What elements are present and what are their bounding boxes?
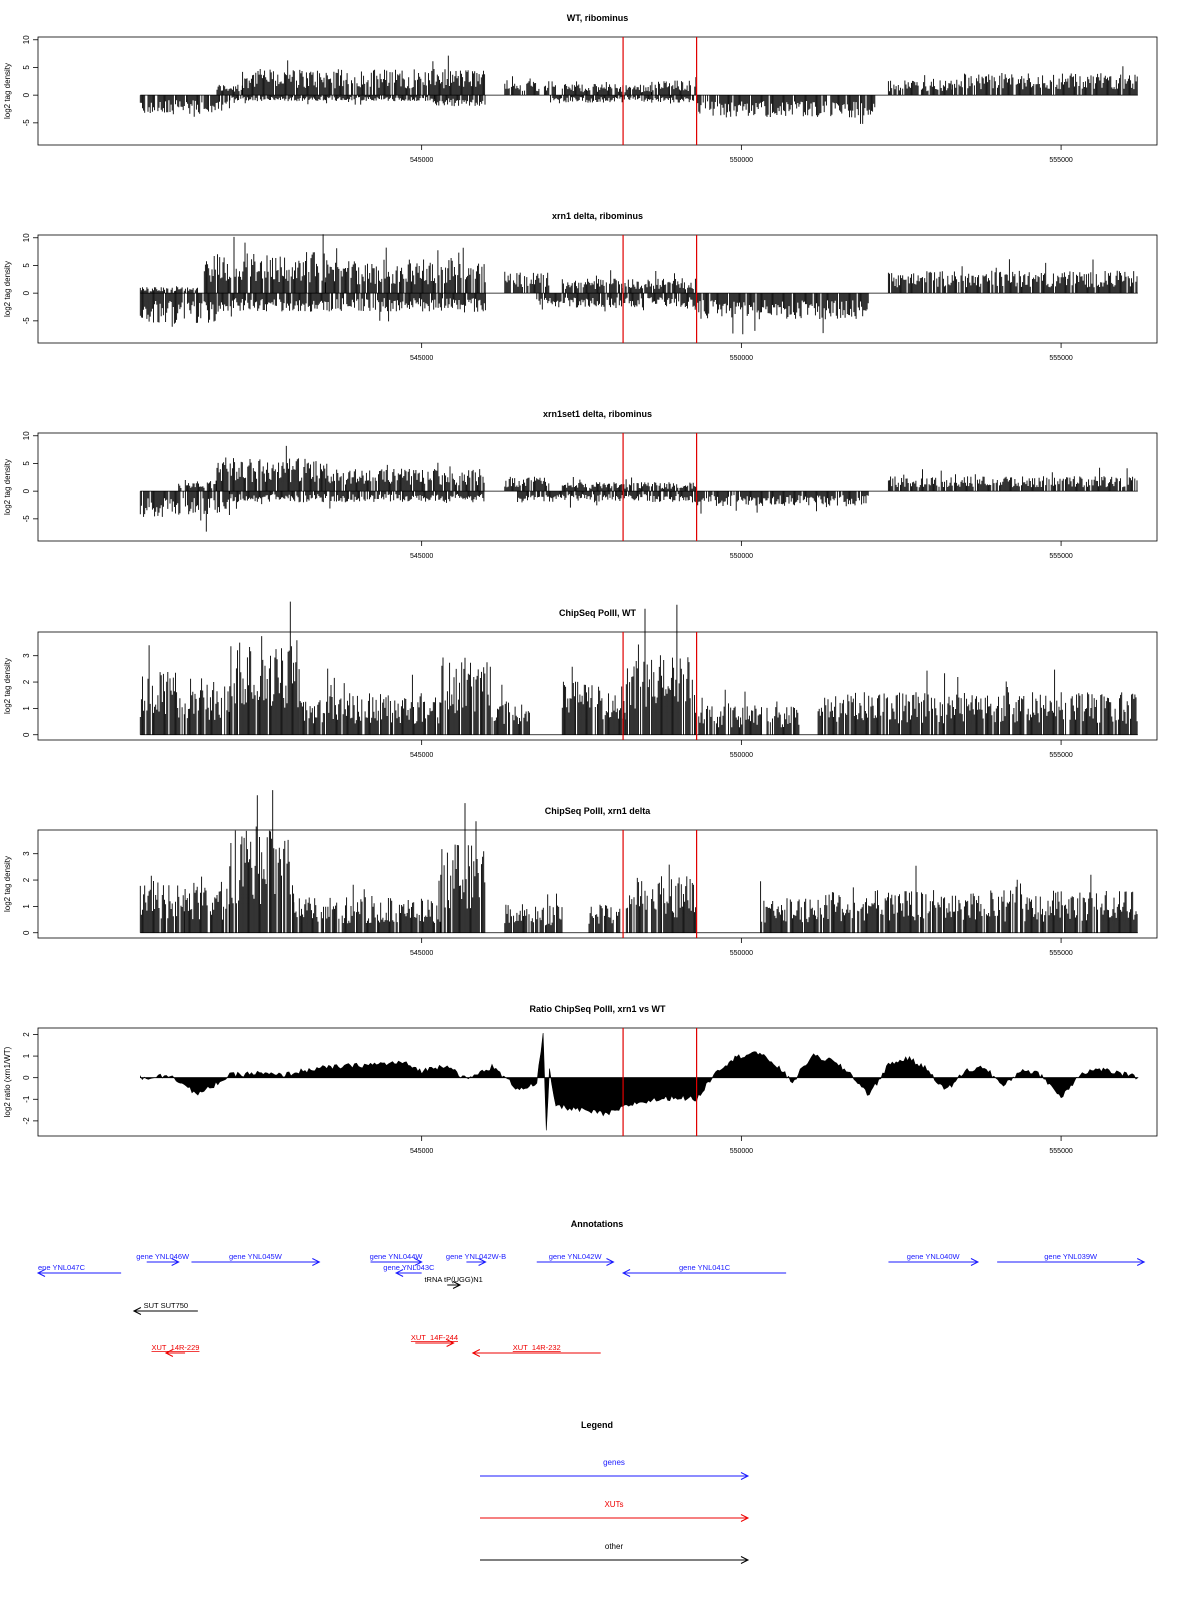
- coverage-bars: [818, 866, 1137, 933]
- y-tick-label: 0: [22, 290, 31, 296]
- coverage-bars: [140, 293, 216, 327]
- feature-label: gene YNL041C: [679, 1263, 731, 1272]
- coverage-series: [140, 602, 1137, 735]
- coverage-bars: [505, 477, 549, 491]
- coverage-bars: [761, 881, 818, 932]
- y-tick-label: -5: [22, 119, 31, 127]
- coverage-series: [140, 234, 1137, 334]
- chart-panel: [3, 602, 1157, 759]
- coverage-bars: [626, 605, 695, 735]
- y-axis-label: log2 ratio (xrn1/WT): [3, 1046, 12, 1118]
- y-tick-label: 1: [22, 1053, 31, 1059]
- coverage-bars: [140, 645, 184, 734]
- y-axis-label: log2 tag density: [3, 657, 12, 715]
- coverage-bars: [179, 480, 216, 491]
- coverage-bars: [230, 602, 299, 735]
- coverage-bars: [518, 491, 696, 507]
- feature-label: gene YNL046W: [136, 1252, 190, 1261]
- coverage-bars: [230, 491, 484, 509]
- y-tick-label: 5: [22, 461, 31, 466]
- coverage-bars: [888, 259, 1137, 293]
- y-tick-label: 5: [22, 263, 31, 268]
- coverage-bars: [230, 790, 294, 933]
- coverage-bars: [230, 95, 435, 104]
- y-axis-label: log2 tag density: [3, 62, 12, 120]
- annotation-feature: [537, 1252, 614, 1266]
- coverage-bars: [697, 690, 799, 735]
- legend-arrow: [480, 1557, 748, 1564]
- x-tick-label: 550000: [729, 157, 754, 164]
- coverage-bars: [300, 669, 440, 735]
- y-tick-label: 0: [22, 92, 31, 98]
- y-tick-label: 10: [22, 233, 31, 243]
- coverage-bars: [952, 66, 1137, 95]
- legend-arrow: [480, 1473, 748, 1480]
- coverage-bars: [204, 234, 325, 293]
- y-tick-label: 2: [22, 877, 31, 883]
- coverage-bars: [551, 95, 694, 103]
- annotation-feature: [134, 1301, 198, 1315]
- annotation-feature: [623, 1263, 786, 1277]
- x-tick-label: 545000: [409, 752, 434, 759]
- coverage-bars: [140, 95, 229, 117]
- feature-label: XUT_14R-229: [151, 1343, 200, 1352]
- annotation-feature: [424, 1275, 482, 1289]
- annotation-feature: [446, 1252, 506, 1266]
- y-tick-label: 5: [22, 65, 31, 70]
- coverage-series: [140, 56, 1137, 124]
- legend-title: Legend: [580, 1420, 614, 1430]
- chart-title: Ratio ChipSeq PolII, xrn1 vs WT: [529, 1004, 666, 1014]
- x-tick-label: 555000: [1049, 157, 1073, 164]
- chart-title: xrn1set1 delta, ribominus: [542, 409, 653, 419]
- legend-item-label: XUTs: [604, 1500, 624, 1509]
- coverage-bars: [697, 491, 869, 513]
- x-tick-label: 550000: [729, 553, 754, 560]
- x-tick-label: 555000: [1049, 553, 1073, 560]
- legend-item-label: other: [604, 1542, 624, 1551]
- y-tick-label: 0: [22, 488, 31, 494]
- y-tick-label: 10: [22, 35, 31, 45]
- feature-label: gene YNL039W: [1044, 1252, 1098, 1261]
- y-tick-label: -1: [22, 1095, 31, 1103]
- coverage-bars: [326, 248, 486, 294]
- chart-title: WT, ribominus: [566, 13, 629, 23]
- x-tick-label: 555000: [1049, 355, 1073, 362]
- coverage-series: [140, 446, 1137, 532]
- chart-panel: [3, 409, 1157, 560]
- y-axis-label: log2 tag density: [3, 260, 12, 318]
- legend-arrow: [480, 1515, 748, 1522]
- coverage-bars: [562, 81, 651, 95]
- y-tick-label: 3: [22, 653, 31, 658]
- coverage-bars: [492, 685, 529, 735]
- legend-item: [480, 1458, 748, 1480]
- annotation-feature: [997, 1252, 1144, 1266]
- coverage-bars: [562, 270, 696, 293]
- x-tick-label: 545000: [409, 1148, 434, 1155]
- y-tick-label: 0: [22, 732, 31, 737]
- annotation-feature: [473, 1343, 601, 1357]
- y-tick-label: 2: [22, 679, 31, 685]
- feature-label: gene YNL042W: [548, 1252, 602, 1261]
- coverage-bars: [888, 75, 952, 95]
- coverage-bars: [218, 293, 485, 321]
- legend-item-label: genes: [603, 1458, 625, 1467]
- chart-title: xrn1 delta, ribominus: [551, 211, 644, 221]
- feature-label: XUT_14F-244: [410, 1333, 459, 1342]
- annotation-feature: [888, 1252, 978, 1266]
- x-tick-label: 550000: [729, 752, 754, 759]
- annotation-feature: [411, 1333, 458, 1347]
- coverage-bars: [652, 77, 696, 95]
- chart-panel: [3, 211, 1157, 362]
- chart-panel: [3, 790, 1157, 957]
- feature-label: XUT_14R-232: [512, 1343, 561, 1352]
- coverage-bars: [217, 85, 242, 95]
- coverage-bars: [326, 463, 484, 492]
- feature-label: gene YNL040W: [906, 1252, 960, 1261]
- y-axis-label: log2 tag density: [3, 458, 12, 516]
- coverage-bars: [697, 293, 869, 334]
- chart-panel: [3, 13, 1157, 164]
- annotation-feature: [38, 1263, 121, 1277]
- chart-panel: [3, 1004, 1157, 1155]
- y-axis-label: log2 tag density: [3, 855, 12, 913]
- x-tick-label: 545000: [409, 157, 434, 164]
- annotations-track: [38, 1219, 1144, 1357]
- y-tick-label: 10: [22, 431, 31, 441]
- coverage-bars: [140, 491, 229, 531]
- legend-item: [480, 1542, 748, 1564]
- y-tick-label: 0: [22, 930, 31, 935]
- ratio-area: [140, 1033, 1138, 1130]
- x-tick-label: 545000: [409, 355, 434, 362]
- coverage-bars: [140, 286, 197, 293]
- coverage-bars: [589, 905, 620, 933]
- x-tick-label: 550000: [729, 1148, 754, 1155]
- chart-title: ChipSeq PolII, xrn1 delta: [544, 806, 651, 816]
- feature-label: gene YNL045W: [228, 1252, 282, 1261]
- y-tick-label: 3: [22, 851, 31, 856]
- x-tick-label: 550000: [729, 355, 754, 362]
- feature-label: SUT SUT750: [143, 1301, 189, 1310]
- coverage-bars: [562, 667, 626, 735]
- coverage-bars: [505, 894, 562, 933]
- coverage-bars: [294, 881, 440, 933]
- coverage-bars: [441, 658, 491, 735]
- annotation-feature: [152, 1343, 200, 1357]
- coverage-bars: [697, 95, 875, 124]
- feature-label: gene YNL042W-B: [445, 1252, 507, 1261]
- legend-item: [480, 1500, 748, 1522]
- y-tick-label: 1: [22, 706, 31, 711]
- coverage-bars: [441, 803, 485, 933]
- coverage-bars: [243, 56, 485, 96]
- y-tick-label: -5: [22, 515, 31, 523]
- coverage-bars: [140, 876, 184, 933]
- feature-label: gene YNL043C: [383, 1263, 435, 1272]
- x-tick-label: 555000: [1049, 1148, 1073, 1155]
- coverage-bars: [217, 446, 325, 491]
- y-tick-label: -5: [22, 317, 31, 325]
- x-tick-label: 555000: [1049, 752, 1073, 759]
- coverage-bars: [626, 865, 695, 933]
- coverage-bars: [505, 76, 556, 95]
- y-tick-label: -2: [22, 1117, 31, 1125]
- coverage-bars: [818, 670, 1137, 735]
- feature-label: tRNA tP(UGG)N1: [424, 1275, 483, 1284]
- annotations-title: Annotations: [570, 1219, 624, 1229]
- coverage-bars: [185, 678, 229, 734]
- feature-label: gene YNL044W: [369, 1252, 423, 1261]
- x-tick-label: 550000: [729, 950, 754, 957]
- x-tick-label: 545000: [409, 553, 434, 560]
- coverage-bars: [434, 95, 485, 106]
- feature-label: ene YNL047C: [38, 1263, 85, 1272]
- coverage-bars: [185, 877, 229, 933]
- coverage-bars: [888, 468, 1137, 492]
- coverage-bars: [562, 477, 696, 491]
- legend: [480, 1420, 748, 1564]
- x-tick-label: 545000: [409, 950, 434, 957]
- y-tick-label: 2: [22, 1032, 31, 1037]
- y-tick-label: 0: [22, 1075, 31, 1080]
- chart-title: ChipSeq PolII, WT: [559, 608, 636, 618]
- annotation-feature: [136, 1252, 190, 1266]
- annotation-feature: [191, 1252, 319, 1266]
- x-tick-label: 555000: [1049, 950, 1073, 957]
- coverage-bars: [505, 272, 549, 294]
- y-tick-label: 1: [22, 904, 31, 909]
- coverage-bars: [537, 293, 697, 311]
